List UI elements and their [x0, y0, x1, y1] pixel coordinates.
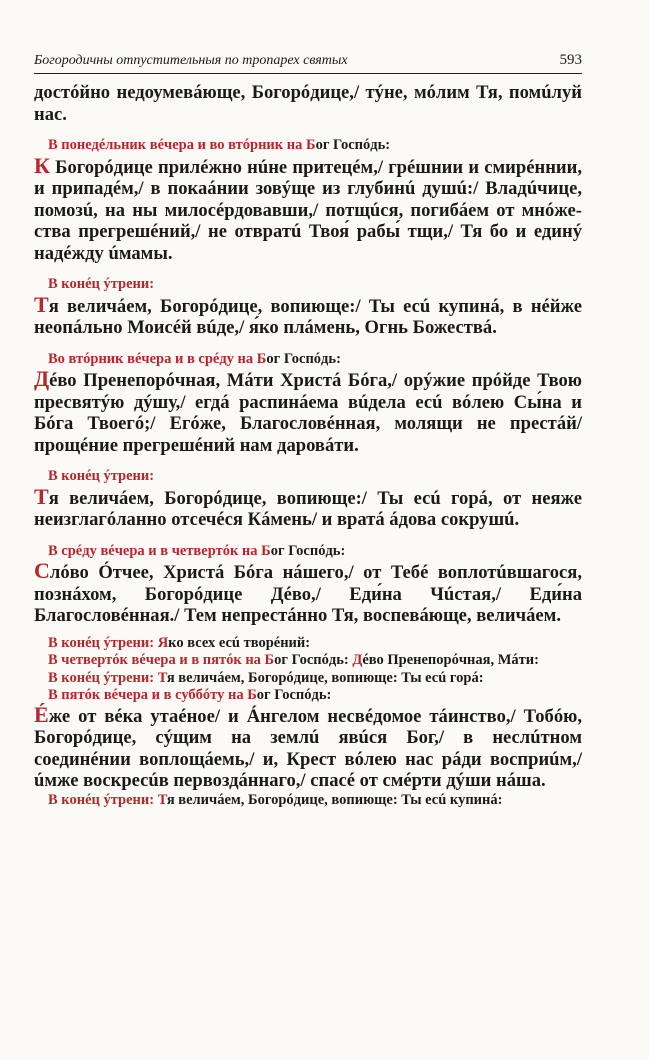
rubric-red: В конéц ýтрени:: [48, 276, 155, 292]
rubric-black: ог Госпóдь:: [315, 137, 391, 153]
megalynarion: [34, 291, 582, 339]
rubric-red: В четвертóк вéчера и в пятóк на Б: [48, 652, 275, 668]
initial-letter: É: [34, 701, 49, 727]
rubric: [48, 276, 582, 294]
rubric-black: ог Госпóдь:: [266, 350, 341, 367]
rubric-line: [34, 670, 582, 688]
rubric-black: ог Госпóдь:: [270, 542, 346, 559]
initial-letter: С: [34, 558, 50, 583]
rubric: [48, 137, 582, 155]
troparion: [34, 366, 582, 456]
initial-letter: Т: [34, 291, 49, 317]
rubric-line: [34, 792, 582, 810]
rubric-group: [34, 635, 582, 705]
rubric-black: ог Госпóдь:: [256, 687, 332, 703]
rubric: [48, 543, 582, 561]
rubric-red: Д: [352, 652, 363, 668]
rubric-black: éво Пренепорóчная, Мáти:: [362, 652, 539, 668]
troparion-text: лóво Óтчее, Христá Бóга нáшего,/ от Тебé воплотúвшагося, познáхом, Богорóдице Дéво,/ Еди́на Чúстая,/ Еди́на Благословéнная./ Тем непрестáнно Тя, воспевáюще, величáем.: [34, 562, 582, 626]
initial-letter: Д: [34, 366, 50, 391]
page-body: [34, 82, 582, 809]
page-number: 593: [559, 52, 582, 68]
rubric-black: ко всех есú творéний:: [168, 634, 311, 651]
rubric-red: В срéду вéчера и в четвертóк на Б: [48, 542, 271, 559]
megalynarion-text: я величáем, Богорóдице, вопиюще:/ Ты есú купинá, в нéйже неопáльно Моисéй вúде,/ я́ко плáмень, Огнь Божествá.: [34, 295, 582, 338]
rubric-black: ог Госпóдь:: [274, 652, 353, 668]
rubric-line: [34, 687, 582, 705]
running-header: [34, 52, 582, 74]
rubric-line: [34, 652, 582, 670]
rubric-red: В конéц ýтрени: Т: [48, 669, 167, 686]
troparion-text: éво Пренепорóчная, Мáти Христá Бóга,/ орýжие прóйде Твою пресвятýю дýшу,/ егдá распинáема вúдела есú вóлею Сы́на и Бóга Твоегó;/ Егóже, Благословéнная, молящи не престáй/ прощéние прегрешéний нам даровáти.: [34, 370, 582, 456]
rubric-red: В конéц ýтрени: Т: [48, 791, 167, 808]
megalynarion: [34, 483, 582, 531]
rubric-red: В пятóк вéчера и в суббóту на Б: [48, 687, 257, 703]
rubric-red: В понедéльник вéчера и во втóрник на Б: [48, 137, 316, 153]
initial-letter: К: [34, 152, 50, 178]
rubric-black: я величáем, Богорóдице, вопиюще: Ты есú горá:: [166, 669, 484, 686]
troparion: [34, 701, 582, 792]
rubric: [48, 468, 582, 486]
troparion: [34, 152, 582, 265]
troparion: [34, 558, 582, 627]
megalynarion-text: я величáем, Богорóдице, вопиюще:/ Ты есú горá, от неяже неизглагóланно отсечéся Кáмень/ и вратá áдова сокрушú.: [34, 487, 582, 530]
running-title: Богородичны отпустительныя по тропарех святых: [34, 53, 348, 68]
rubric: [48, 351, 582, 369]
rubric-red: Во втóрник вéчера и в срéду на Б: [48, 350, 267, 367]
page: [34, 52, 582, 809]
text-paragraph: достóйно недоумевáюще, Богорóдице,/ тýне, мóлим Тя, помúлуй нас.: [34, 82, 582, 125]
troparion-text: же от вéка утаéное/ и Áнгелом несвéдомое тáинство,/ Тобóю, Богорóдице, сýщим на землú явúся Бог,/ в неслúтном соединéнии воплощáемь,/ и, Крест вóлею нас рáди восприúм,/ úмже воскресúв первоздáннаго,/ спасé от смéрти дýши нáша.: [34, 705, 582, 791]
initial-letter: Т: [34, 483, 49, 509]
rubric-group: [34, 792, 582, 810]
rubric-line: [34, 635, 582, 653]
troparion-text: Богорóдице прилéжно нúне притецéм,/ грéшнии и смирéннии, и припадéм,/ в покаáнии зовýще из глубинú душú:/ Владúчице, помозú, на ны милосéрдовавши,/ потщúся, погибáем от мнóжества прегрешéний,/ не отвратú Твоя́ рабы́ тщи,/ Тя бо и единý надéжду úмамы.: [34, 156, 582, 264]
rubric-black: я величáем, Богорóдице, вопиюще: Ты есú купинá:: [166, 791, 503, 808]
rubric-red: В конéц ýтрени: Я: [48, 634, 169, 651]
rubric-red: В конéц ýтрени:: [48, 468, 155, 484]
